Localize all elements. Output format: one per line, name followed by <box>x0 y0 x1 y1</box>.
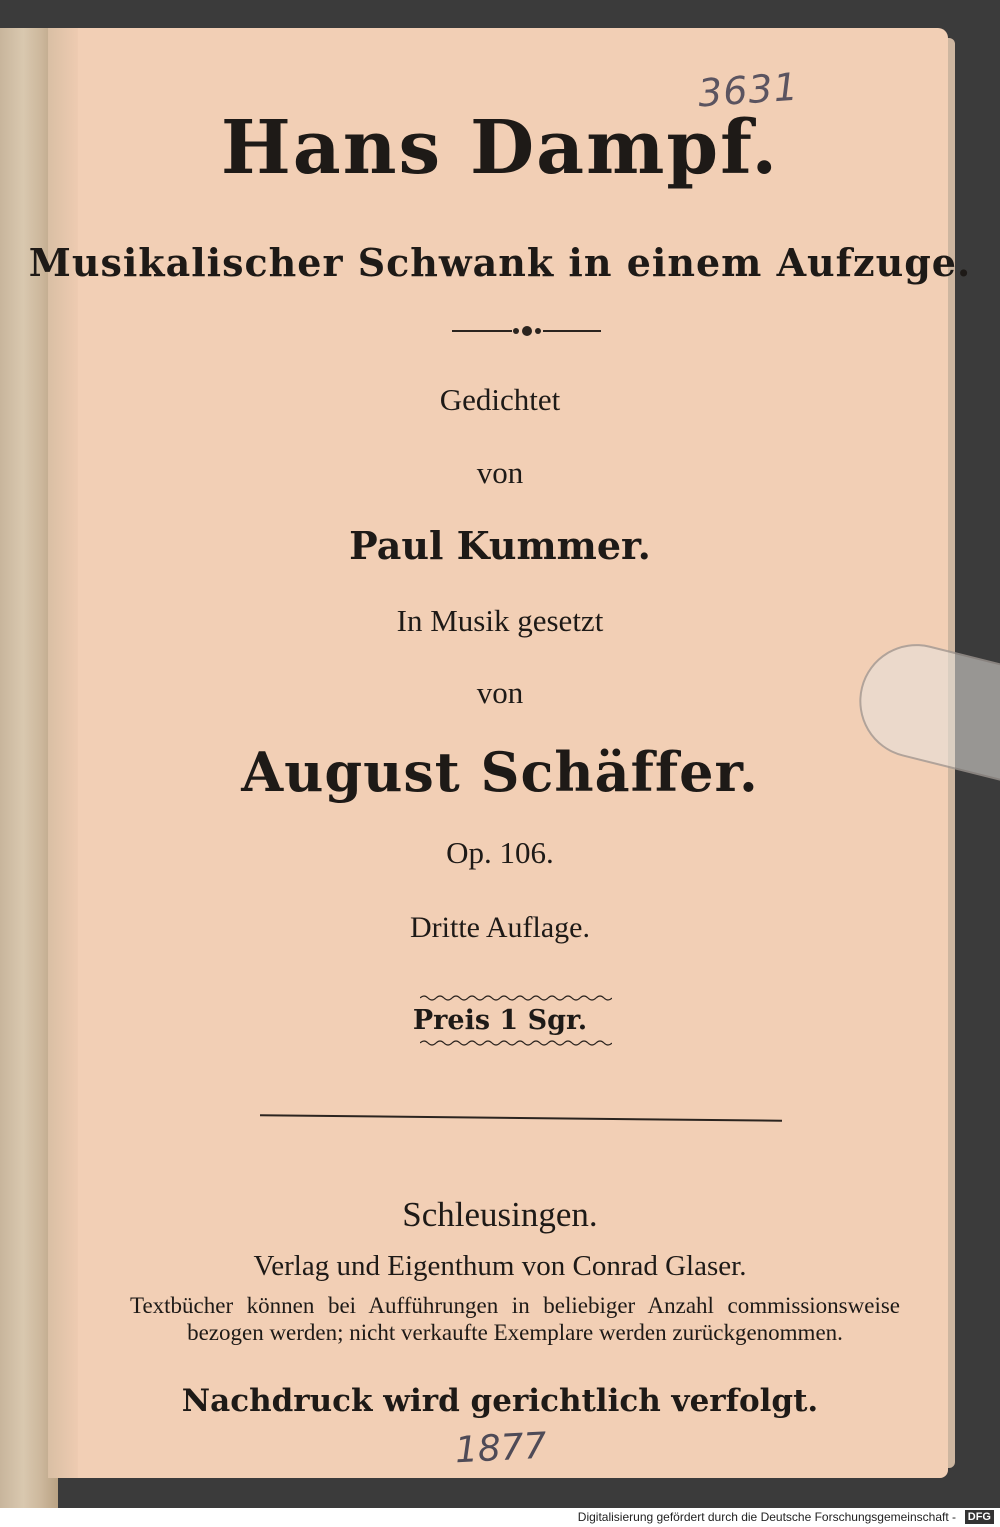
digitization-credit: Digitalisierung gefördert durch die Deutsche Forschungsgemeinschaft - <box>577 1510 956 1524</box>
page-title: Hans Dampf. <box>220 105 780 191</box>
ornament-dot <box>535 328 541 334</box>
copyright-notice: Nachdruck wird gerichtlich verfolgt. <box>181 1383 819 1419</box>
composer-name: August Schäffer. <box>241 740 759 804</box>
subtitle: Musikalischer Schwank in einem Aufzuge. <box>28 240 972 285</box>
von-line: von <box>476 675 524 710</box>
ornament-dot <box>513 328 519 334</box>
ornament-line-right <box>543 330 601 332</box>
wavy-border-bottom <box>420 1039 612 1047</box>
opus-number: Op. 106. <box>446 835 554 870</box>
shelf-number: 3631 <box>696 64 801 116</box>
ornament-dot <box>522 326 532 336</box>
distribution-notice: Textbücher können bei Aufführungen in beliebiger Anzahl commissionsweise bezogen werden; nicht verkaufte Exemplare werden zurückgenommen. <box>130 1293 900 1345</box>
dfg-logo: DFG <box>965 1510 994 1524</box>
price-label: Preis 1 Sgr. <box>412 1005 588 1036</box>
place-of-publication: Schleusingen. <box>402 1195 598 1234</box>
gedichtet-line: Gedichtet <box>439 382 561 417</box>
wavy-border-top <box>420 994 612 1002</box>
handwritten-year: 1877 <box>453 1425 548 1472</box>
von-line: von <box>476 455 524 490</box>
edition-line: Dritte Auflage. <box>410 911 590 944</box>
musik-line: In Musik gesetzt <box>396 603 604 638</box>
publisher-line: Verlag und Eigenthum von Conrad Glaser. <box>253 1250 747 1282</box>
author-name: Paul Kummer. <box>349 523 651 568</box>
ornament-line-left <box>452 330 512 332</box>
